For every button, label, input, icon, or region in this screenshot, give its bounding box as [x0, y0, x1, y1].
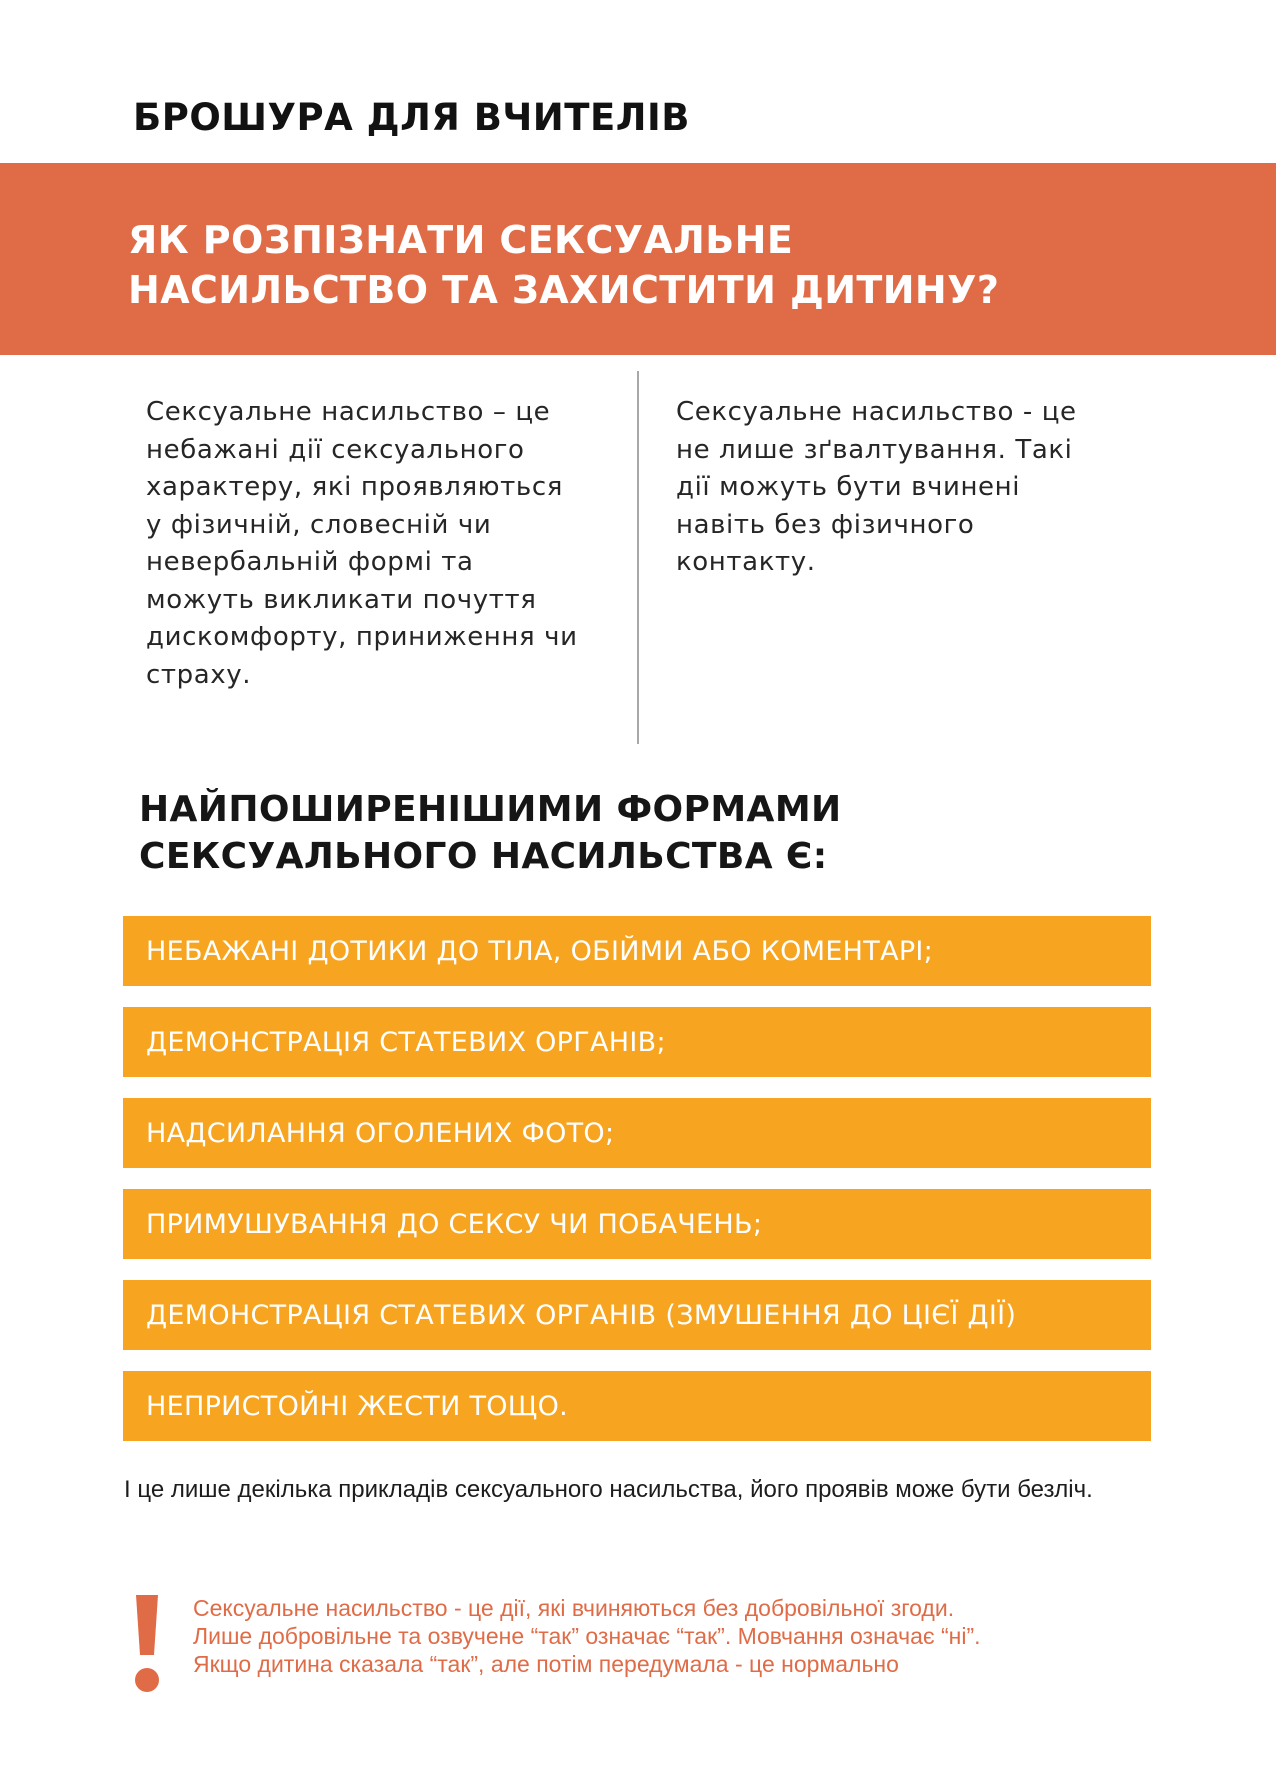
definition-line: Сексуальне насильство – це — [146, 397, 551, 427]
column-divider — [637, 371, 639, 744]
definition-line: навіть без фізичного — [676, 509, 975, 540]
definition-line: дії можуть бути вчинені — [676, 472, 1021, 502]
consent-alert-text — [193, 1594, 1193, 1678]
form-list-item: НЕБАЖАНІ ДОТИКИ ДО ТІЛА, ОБІЙМИ АБО КОМЕНТАРІ; — [123, 916, 1151, 986]
definition-line: дискомфорту, приниження чи — [146, 622, 578, 652]
form-list-item: НЕПРИСТОЙНІ ЖЕСТИ ТОЩО. — [123, 1371, 1151, 1441]
definition-line: контакту. — [676, 547, 816, 577]
hero-banner — [0, 163, 1276, 355]
definition-line: у фізичній, словесній чи — [146, 509, 492, 540]
definition-line: Сексуальне насильство - це — [676, 397, 1077, 427]
form-list-item: ДЕМОНСТРАЦІЯ СТАТЕВИХ ОРГАНІВ; — [123, 1007, 1151, 1077]
exclamation-icon — [134, 1595, 160, 1695]
form-list-item: НАДСИЛАННЯ ОГОЛЕНИХ ФОТО; — [123, 1098, 1151, 1168]
brochure-label: БРОШУРА ДЛЯ ВЧИТЕЛІВ — [133, 96, 690, 139]
hero-title-line: НАСИЛЬСТВО ТА ЗАХИСТИТИ ДИТИНУ? — [128, 268, 1000, 312]
alert-line: Лише добровільне та озвучене “так” означає “так”. Мовчання означає “ні”. — [193, 1623, 981, 1649]
definition-line: можуть викликати почуття — [146, 584, 537, 615]
forms-list — [123, 916, 1151, 1462]
alert-line: Якщо дитина сказала “так”, але потім передумала - це нормально — [193, 1651, 899, 1677]
definition-line: не лише зґвалтування. Такі — [676, 434, 1073, 465]
definition-line: невербальній формі та — [146, 547, 474, 577]
section-title-line: СЕКСУАЛЬНОГО НАСИЛЬСТВА Є: — [139, 836, 828, 877]
forms-section-title — [139, 786, 842, 880]
alert-line: Сексуальне насильство - це дії, які вчиняються без добровільної згоди. — [193, 1595, 955, 1621]
form-list-item: ПРИМУШУВАННЯ ДО СЕКСУ ЧИ ПОБАЧЕНЬ; — [123, 1189, 1151, 1259]
definition-line: характеру, які проявляються — [146, 472, 563, 502]
section-title-line: НАЙПОШИРЕНІШИМИ ФОРМАМИ — [139, 789, 842, 830]
form-list-item: ДЕМОНСТРАЦІЯ СТАТЕВИХ ОРГАНІВ (ЗМУШЕННЯ ДО ЦІЄЇ ДІЇ) — [123, 1280, 1151, 1350]
definition-line: небажані дії сексуального — [146, 434, 525, 465]
hero-title — [128, 215, 1228, 315]
definition-line: страху. — [146, 659, 252, 690]
examples-note: І це лише декілька прикладів сексуального насильства, його проявів може бути безліч. — [124, 1476, 1093, 1503]
definition-right — [676, 394, 1077, 582]
hero-title-line: ЯК РОЗПІЗНАТИ СЕКСУАЛЬНЕ — [128, 218, 794, 262]
definition-left — [146, 394, 578, 694]
